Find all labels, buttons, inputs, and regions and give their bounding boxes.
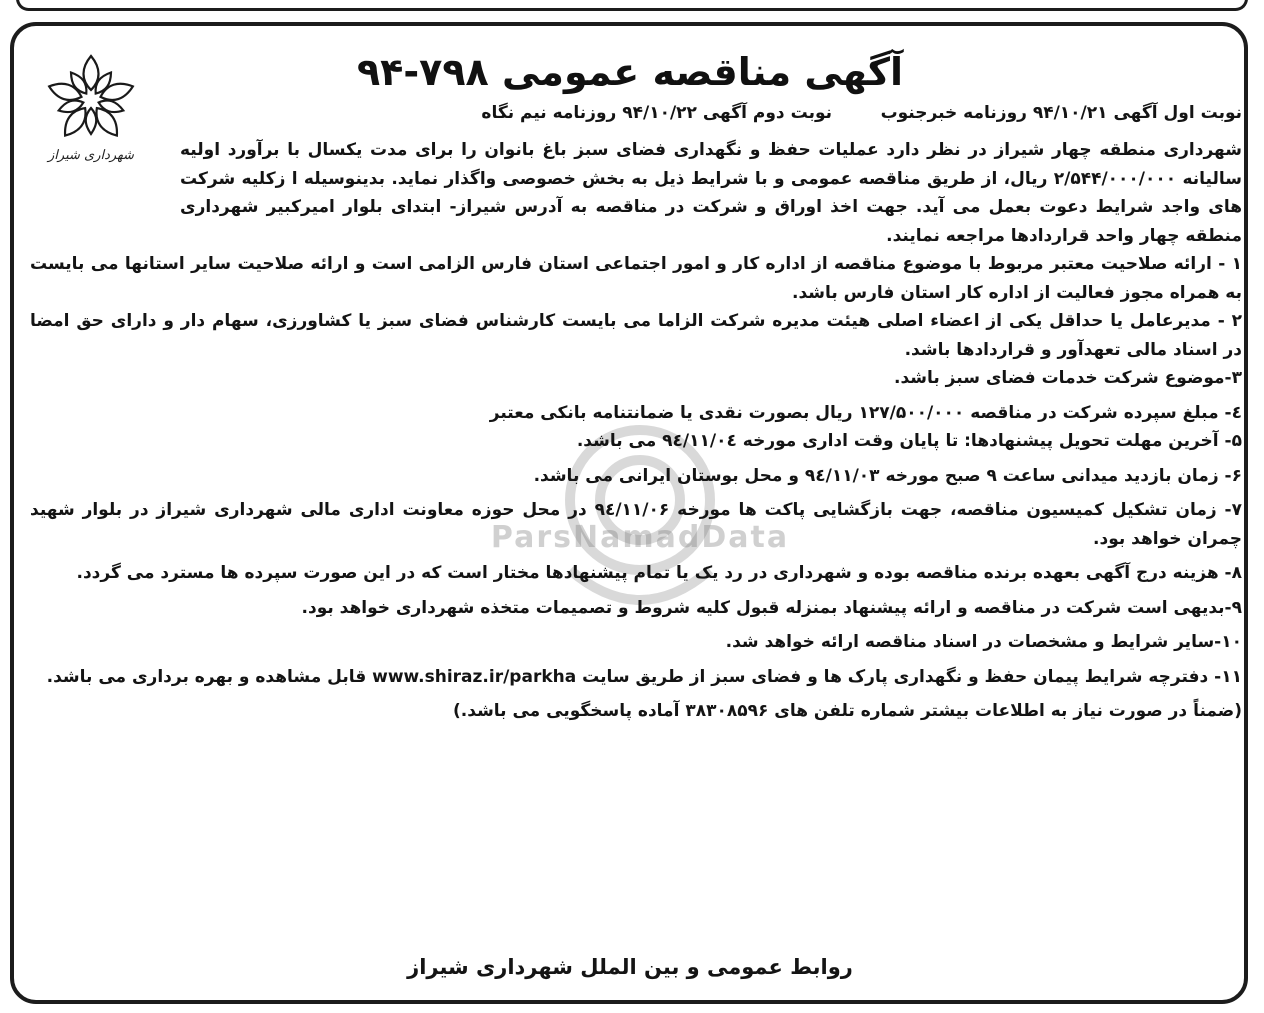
condition-item: ۳-موضوع شرکت خدمات فضای سبز باشد. — [894, 368, 1242, 388]
watermark-brand: ParsNamadData — [490, 520, 790, 555]
condition-item: ۵- آخرین مهلت تحویل پیشنهادها: تا پایان وقت اداری مورخه ۹٤/۱۱/۰٤ می باشد. — [576, 431, 1242, 451]
flower-emblem-icon — [46, 48, 136, 148]
condition-item: ۷- زمان تشکیل کمیسیون مناقصه، جهت بازگشایی پاکت ها مورخه ۹٤/۱۱/۰۶ در محل حوزه معاونت اداری مالی شهرداری شیراز در بلوار شهید چمران خواهد بود. — [30, 500, 1243, 549]
advertisement-body — [30, 136, 1242, 726]
condition-item: ۹-بدیهی است شرکت در مناقصه و ارائه پیشنهاد بمنزله قبول کلیه شروط و تصمیمات متخذه شهرداری خواهد بود. — [301, 597, 1242, 618]
publication-notices — [160, 103, 1242, 129]
condition-item: ۱ - ارائه صلاحیت معتبر مربوط با موضوع مناقصه از اداره کار و امور اجتماعی استان فارس الزامی است و ارائه صلاحیت سایر استانها می بایست به همراه مجوز فعالیت از اداره کار استان فارس باشد. — [30, 254, 1242, 303]
advertisement-title: آگهی مناقصه عمومی ۷۹۸-۹۴ — [356, 50, 904, 94]
logo-caption: شهرداری شیراز — [48, 148, 134, 163]
first-notice: نوبت اول آگهی ۹۴/۱۰/۲۱ روزنامه خبرجنوب — [880, 103, 1242, 123]
intro-paragraph: شهرداری منطقه چهار شیراز در نظر دارد عملیات حفظ و نگهداری فضای سبز باغ بانوان را برای مدت یکسال با برآورد اولیه سالیانه ۲/۵۴۴/۰۰۰/۰۰۰ ریال، از طریق مناقصه عمومی و با شرایط ذیل به بخش خصوصی واگذار نماید. بدینوسیله ا زکلیه شرکت های واجد شرایط دعوت بعمل می آید. جهت اخذ اوراق و شرکت در مناقصه به آدرس شیراز- ابتدای بلوار امیرکبیر شهرداری منطقه چهار واحد قراردادها مراجعه نمایند. — [180, 140, 1242, 246]
top-border-rule — [16, 0, 1248, 11]
condition-item: ۱۰-سایر شرایط و مشخصات در اسناد مناقصه ارائه خواهد شد. — [725, 632, 1242, 652]
condition-item: ۸- هزینه درج آگهی بعهده برنده مناقصه بوده و شهرداری در رد یک یا تمام پیشنهادها مختار است که در این صورت سپرده ها مسترد می گردد. — [76, 563, 1242, 583]
condition-item: ۲ - مدیرعامل یا حداقل یکی از اعضاء اصلی هیئت مدیره شرکت الزاما می بایست کارشناس فضای سبز یا کشاورزی، سهام دار و دارای حق امضا در اسناد مالی تعهدآور و قراردادها باشد. — [30, 311, 1242, 360]
signature-line: روابط عمومی و بین الملل شهرداری شیراز — [407, 955, 853, 979]
contact-note: (ضمناً در صورت نیاز به اطلاعات بیشتر شماره تلفن های ۳۸۳۰۸۵۹۶ آماده پاسخگویی می باشد.) — [453, 701, 1242, 721]
condition-item: ۶- زمان بازدید میدانی ساعت ۹ صبح مورخه ۹٤/۱۱/۰۳ و محل بوستان ایرانی می باشد. — [533, 465, 1242, 486]
second-notice: نوبت دوم آگهی ۹۴/۱۰/۲۲ روزنامه نیم نگاه — [481, 103, 832, 123]
condition-item: ٤- مبلغ سپرده شرکت در مناقصه ۱۲۷/۵۰۰/۰۰۰ ریال بصورت نقدی یا ضمانتنامه بانکی معتبر — [489, 402, 1242, 423]
condition-item: ۱۱- دفترچه شرایط پیمان حفظ و نگهداری پارک ها و فضای سبز از طریق سایت www.shiraz.ir/parkha قابل مشاهده و بهره برداری می باشد. — [46, 666, 1242, 687]
